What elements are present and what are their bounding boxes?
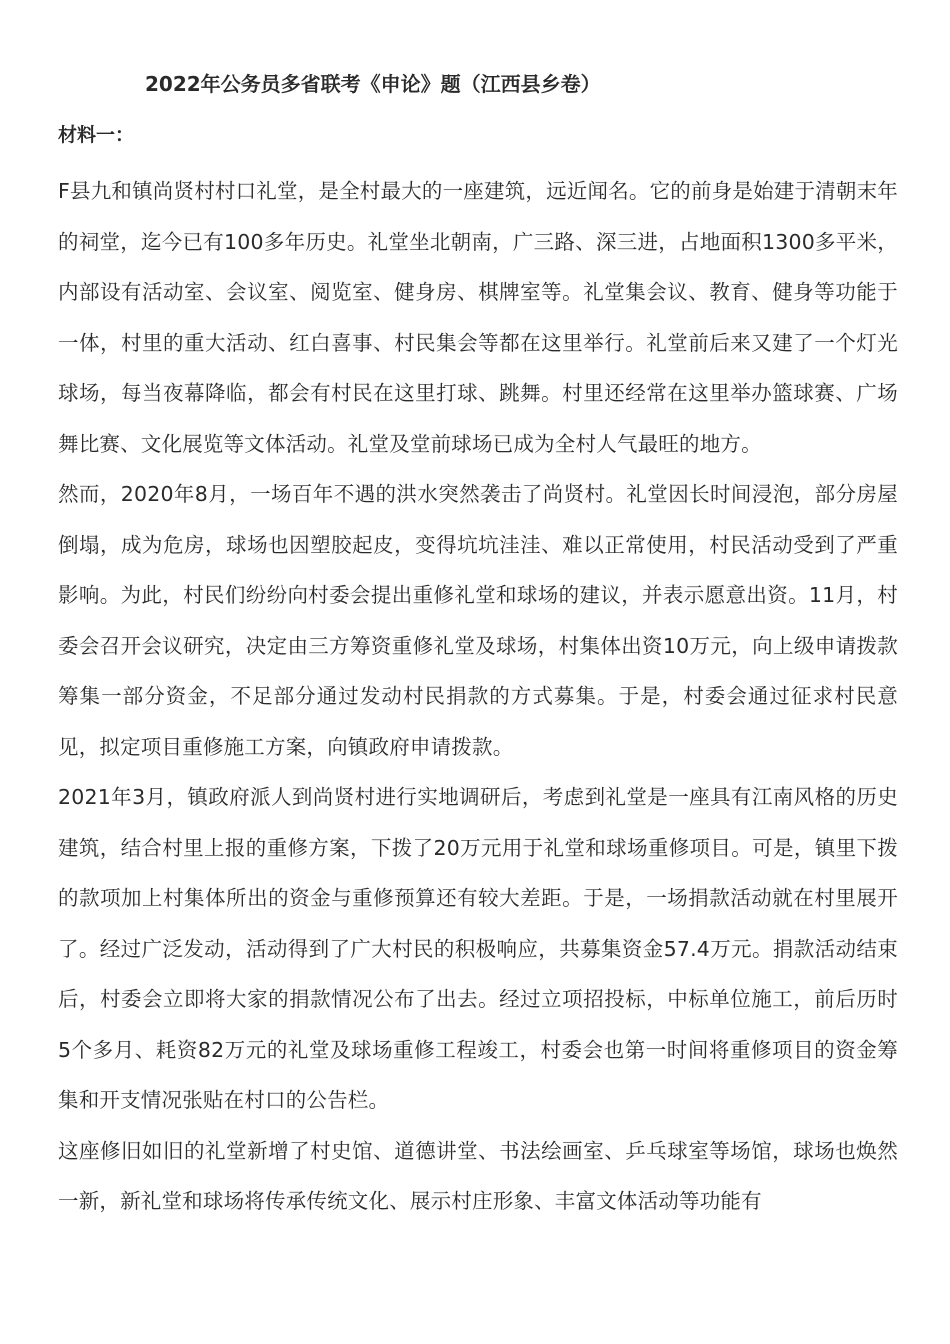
document-title: 2022年公务员多省联考《申论》题（江西县乡卷） — [145, 72, 601, 96]
section-label: 材料一： — [58, 124, 135, 146]
body-text — [58, 166, 898, 1227]
paragraph-4: 这座修旧如旧的礼堂新增了村史馆、道德讲堂、书法绘画室、乒乓球室等场馆，球场也焕然一新，新礼堂和球场将传承传统文化、展示村庄形象、丰富文体活动等功能有 — [58, 1138, 898, 1213]
paragraph-1: F县九和镇尚贤村村口礼堂，是全村最大的一座建筑，远近闻名。它的前身是始建于清朝末年的祠堂，迄今已有100多年历史。礼堂坐北朝南，广三路、深三进，占地面积1300多平米，内部设有活动室、会议室、阅览室、健身房、棋牌室等。礼堂集会议、教育、健身等功能于一体，村里的重大活动、红白喜事、村民集会等都在这里举行。礼堂前后来又建了一个灯光球场，每当夜幕降临，都会有村民在这里打球、跳舞。村里还经常在这里举办篮球赛、广场舞比赛、文化展览等文体活动。礼堂及堂前球场已成为全村人气最旺的地方。 — [58, 179, 898, 456]
paragraph-2: 然而，2020年8月，一场百年不遇的洪水突然袭击了尚贤村。礼堂因长时间浸泡，部分房屋倒塌，成为危房，球场也因塑胶起皮，变得坑坑洼洼、难以正常使用，村民活动受到了严重影响。为此，村民们纷纷向村委会提出重修礼堂和球场的建议，并表示愿意出资。11月，村委会召开会议研究，决定由三方筹资重修礼堂及球场，村集体出资10万元，向上级申请拨款筹集一部分资金，不足部分通过发动村民捐款的方式募集。于是，村委会通过征求村民意见，拟定项目重修施工方案，向镇政府申请拨款。 — [58, 482, 898, 759]
paragraph-3: 2021年3月，镇政府派人到尚贤村进行实地调研后，考虑到礼堂是一座具有江南风格的历史建筑，结合村里上报的重修方案，下拨了20万元用于礼堂和球场重修项目。可是，镇里下拨的款项加上村集体所出的资金与重修预算还有较大差距。于是，一场捐款活动就在村里展开了。经过广泛发动，活动得到了广大村民的积极响应，共募集资金57.4万元。捐款活动结束后，村委会立即将大家的捐款情况公布了出去。经过立项招投标，中标单位施工，前后历时5个多月、耗资82万元的礼堂及球场重修工程竣工，村委会也第一时间将重修项目的资金筹集和开支情况张贴在村口的公告栏。 — [58, 785, 898, 1112]
